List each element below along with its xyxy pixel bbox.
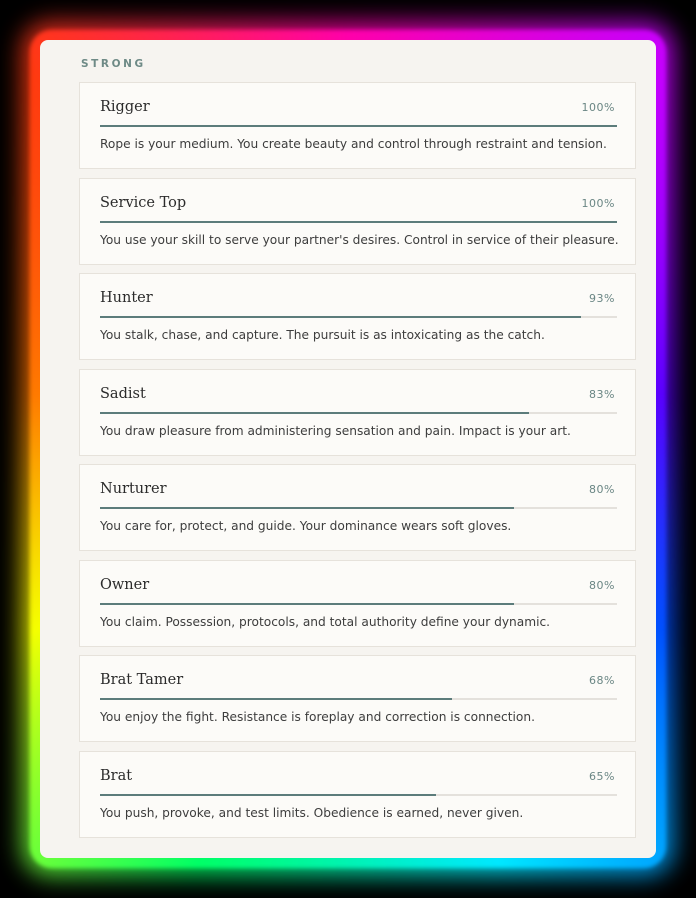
role-percent: 80%: [589, 483, 615, 496]
role-name: Service Top: [100, 195, 187, 211]
role-card-brat-tamer: [79, 655, 636, 742]
score-bar-fill: [100, 221, 617, 223]
role-percent: 93%: [589, 292, 615, 305]
role-percent: 100%: [581, 197, 615, 210]
role-card-sadist: [79, 369, 636, 456]
role-description: You enjoy the fight. Resistance is foreplay and correction is connection.: [100, 710, 535, 724]
role-percent: 80%: [589, 579, 615, 592]
score-bar-fill: [100, 698, 452, 700]
role-description: You care for, protect, and guide. Your dominance wears soft gloves.: [100, 519, 512, 533]
role-name: Hunter: [100, 290, 153, 306]
role-description: You draw pleasure from administering sensation and pain. Impact is your art.: [100, 424, 571, 438]
role-name: Sadist: [100, 386, 146, 402]
score-bar-track: [100, 698, 617, 700]
score-bar-fill: [100, 794, 436, 796]
role-card-hunter: [79, 273, 636, 360]
score-bar-fill: [100, 507, 514, 509]
role-card-rigger: [79, 82, 636, 169]
score-bar-fill: [100, 125, 617, 127]
score-bar-track: [100, 794, 617, 796]
role-name: Brat Tamer: [100, 672, 184, 688]
role-percent: 83%: [589, 388, 615, 401]
score-bar-track: [100, 412, 617, 414]
role-card-owner: [79, 560, 636, 647]
score-bar-track: [100, 221, 617, 223]
role-card-nurturer: [79, 464, 636, 551]
role-name: Rigger: [100, 99, 150, 115]
role-card-service-top: [79, 178, 636, 265]
score-bar-fill: [100, 412, 529, 414]
role-name: Owner: [100, 577, 150, 593]
section-heading: STRONG: [81, 58, 146, 70]
role-card-brat: [79, 751, 636, 838]
role-description: You push, provoke, and test limits. Obedience is earned, never given.: [100, 806, 524, 820]
score-bar-track: [100, 603, 617, 605]
role-description: Rope is your medium. You create beauty and control through restraint and tension.: [100, 137, 607, 151]
score-bar-track: [100, 507, 617, 509]
role-name: Nurturer: [100, 481, 167, 497]
role-description: You use your skill to serve your partner's desires. Control in service of their pleasure.: [100, 233, 619, 247]
results-panel: [40, 40, 656, 858]
score-bar-fill: [100, 603, 514, 605]
role-percent: 100%: [581, 101, 615, 114]
role-name: Brat: [100, 768, 133, 784]
role-percent: 65%: [589, 770, 615, 783]
role-description: You claim. Possession, protocols, and total authority define your dynamic.: [100, 615, 551, 629]
role-description: You stalk, chase, and capture. The pursuit is as intoxicating as the catch.: [100, 328, 545, 342]
score-bar-fill: [100, 316, 581, 318]
score-bar-track: [100, 316, 617, 318]
score-bar-track: [100, 125, 617, 127]
role-percent: 68%: [589, 674, 615, 687]
